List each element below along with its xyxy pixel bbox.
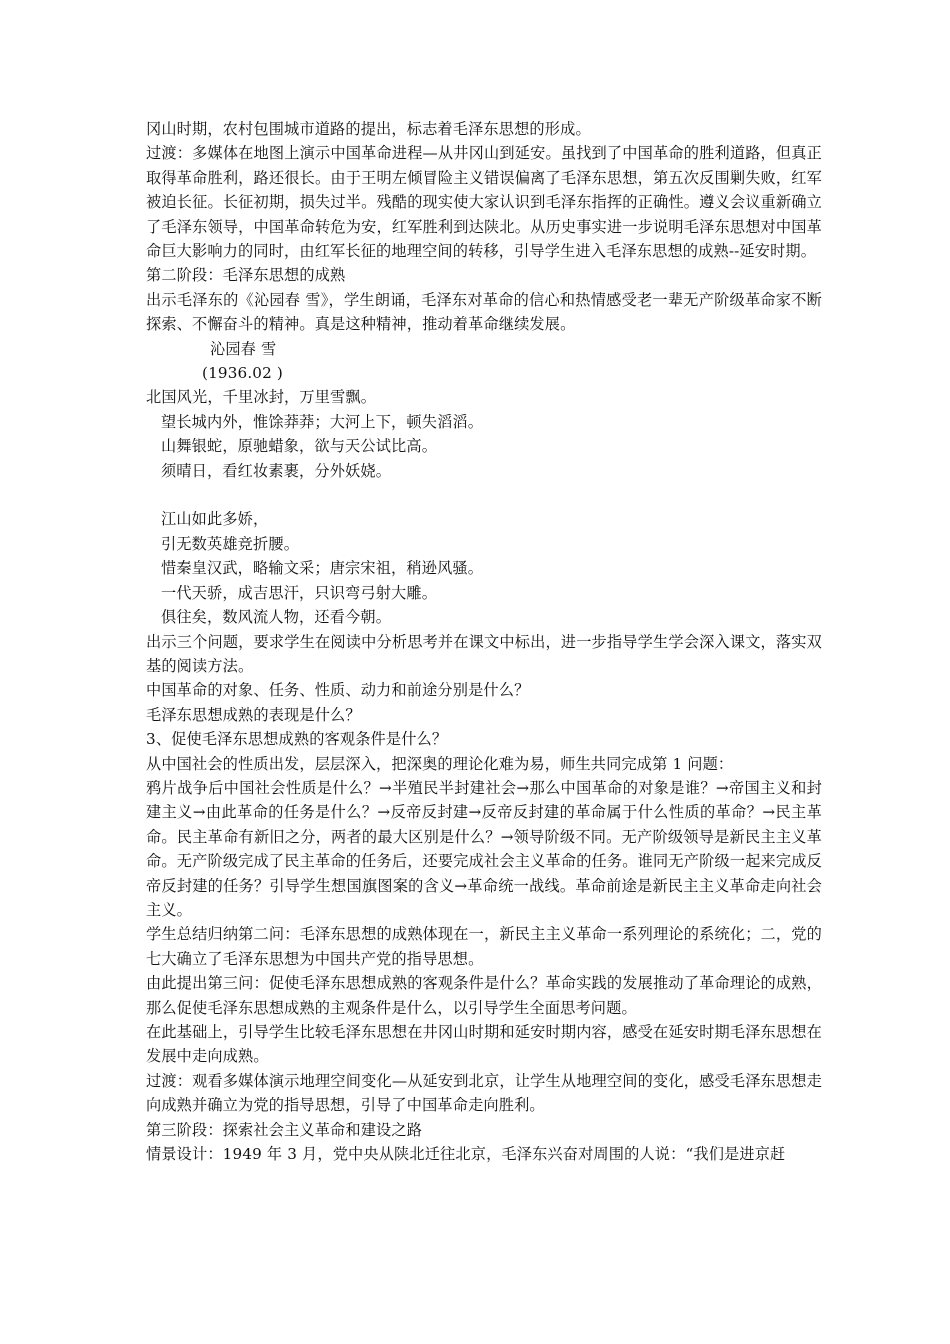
- paragraph: 鸦片战争后中国社会性质是什么？→半殖民半封建社会→那么中国革命的对象是谁？→帝国主义和封建主义→由此革命的任务是什么？→反帝反封建→反帝反封建的革命属于什么性质的革命？→民主革命。民主革命有新旧之分，两者的最大区别是什么？→领导阶级不同。无产阶级领导是新民主主义革命。无产阶级完成了民主革命的任务后，还要完成社会主义革命的任务。谁同无产阶级一起来完成反帝反封建的任务？引导学生想国旗图案的含义→革命统一战线。革命前途是新民主主义革命走向社会主义。: [146, 778, 822, 919]
- poem-title: 沁园春 雪: [210, 339, 277, 358]
- paragraph: 学生总结归纳第二问：毛泽东思想的成熟体现在一，新民主主义革命一系列理论的系统化；二，党的七大确立了毛泽东思想为中国共产党的指导思想。: [146, 925, 822, 968]
- document-body: [146, 117, 822, 1166]
- paragraph: 冈山时期，农村包围城市道路的提出，标志着毛泽东思想的形成。: [146, 120, 591, 138]
- paragraph: 在此基础上，引导学生比较毛泽东思想在井冈山时期和延安时期内容，感受在延安时期毛泽东思想在发展中走向成熟。: [146, 1023, 822, 1066]
- paragraph: 由此提出第三问：促使毛泽东思想成熟的客观条件是什么？革命实践的发展推动了革命理论的成熟，那么促使毛泽东思想成熟的主观条件是什么，以引导学生全面思考问题。: [146, 974, 822, 1017]
- paragraph: 出示三个问题，要求学生在阅读中分析思考并在课文中标出，进一步指导学生学会深入课文，落实双基的阅读方法。: [146, 632, 822, 675]
- section-heading: 第二阶段：毛泽东思想的成熟: [146, 266, 346, 285]
- question-item: 中国革命的对象、任务、性质、动力和前途分别是什么？: [146, 681, 530, 700]
- poem-date: (1936.02 ): [202, 364, 283, 383]
- paragraph: 情景设计：1949 年 3 月，党中央从陕北迁往北京，毛泽东兴奋对周围的人说：“我们是进京赶: [146, 1145, 786, 1164]
- poem-line: 须晴日，看红妆素裹，分外妖娆。: [161, 461, 392, 480]
- poem-line: 一代天骄，成吉思汗，只识弯弓射大雕。: [161, 583, 438, 602]
- poem-line: 山舞银蛇，原驰蜡象，欲与天公试比高。: [161, 437, 438, 456]
- paragraph: 从中国社会的性质出发，层层深入，把深奥的理论化难为易，师生共同完成第 1 问题：: [146, 754, 734, 773]
- question-item: 3、促使毛泽东思想成熟的客观条件是什么？: [146, 730, 448, 749]
- paragraph: 过渡：观看多媒体演示地理空间变化—从延安到北京，让学生从地理空间的变化，感受毛泽东思想走向成熟并确立为党的指导思想，引导了中国革命走向胜利。: [146, 1071, 822, 1115]
- question-item: 毛泽东思想成熟的表现是什么？: [146, 705, 361, 724]
- poem-line: 俱往矣，数风流人物，还看今朝。: [161, 608, 392, 627]
- paragraph: 出示毛泽东的《沁园春 雪》，学生朗诵，毛泽东对革命的信心和热情感受老一辈无产阶级革命家不断探索、不懈奋斗的精神。真是这种精神，推动着革命继续发展。: [146, 290, 822, 334]
- paragraph: 过渡：多媒体在地图上演示中国革命进程—从井冈山到延安。虽找到了中国革命的胜利道路，但真正取得革命胜利，路还很长。由于王明左倾冒险主义错误偏离了毛泽东思想，第五次反围剿失败，红军被迫长征。长征初期，损失过半。残酷的现实使大家认识到毛泽东指挥的正确性。遵义会议重新确立了毛泽东领导，中国革命转危为安，红军胜利到达陕北。从历史事实进一步说明毛泽东思想对中国革命巨大影响力的同时，由红军长征的地理空间的转移，引导学生进入毛泽东思想的成熟--延安时期。: [146, 144, 822, 261]
- section-heading: 第三阶段：探索社会主义革命和建设之路: [146, 1120, 423, 1139]
- poem-line: 北国风光，千里冰封，万里雪飘。: [146, 388, 377, 407]
- poem-line: 江山如此多娇，: [161, 510, 269, 529]
- poem-line: 望长城内外，惟馀莽莽；大河上下，顿失滔滔。: [161, 412, 484, 431]
- poem-line: 惜秦皇汉武，略输文采；唐宗宋祖，稍逊风骚。: [161, 559, 484, 578]
- poem-line: 引无数英雄竞折腰。: [161, 534, 300, 553]
- poem: [146, 337, 822, 630]
- stanza-break: [146, 483, 822, 507]
